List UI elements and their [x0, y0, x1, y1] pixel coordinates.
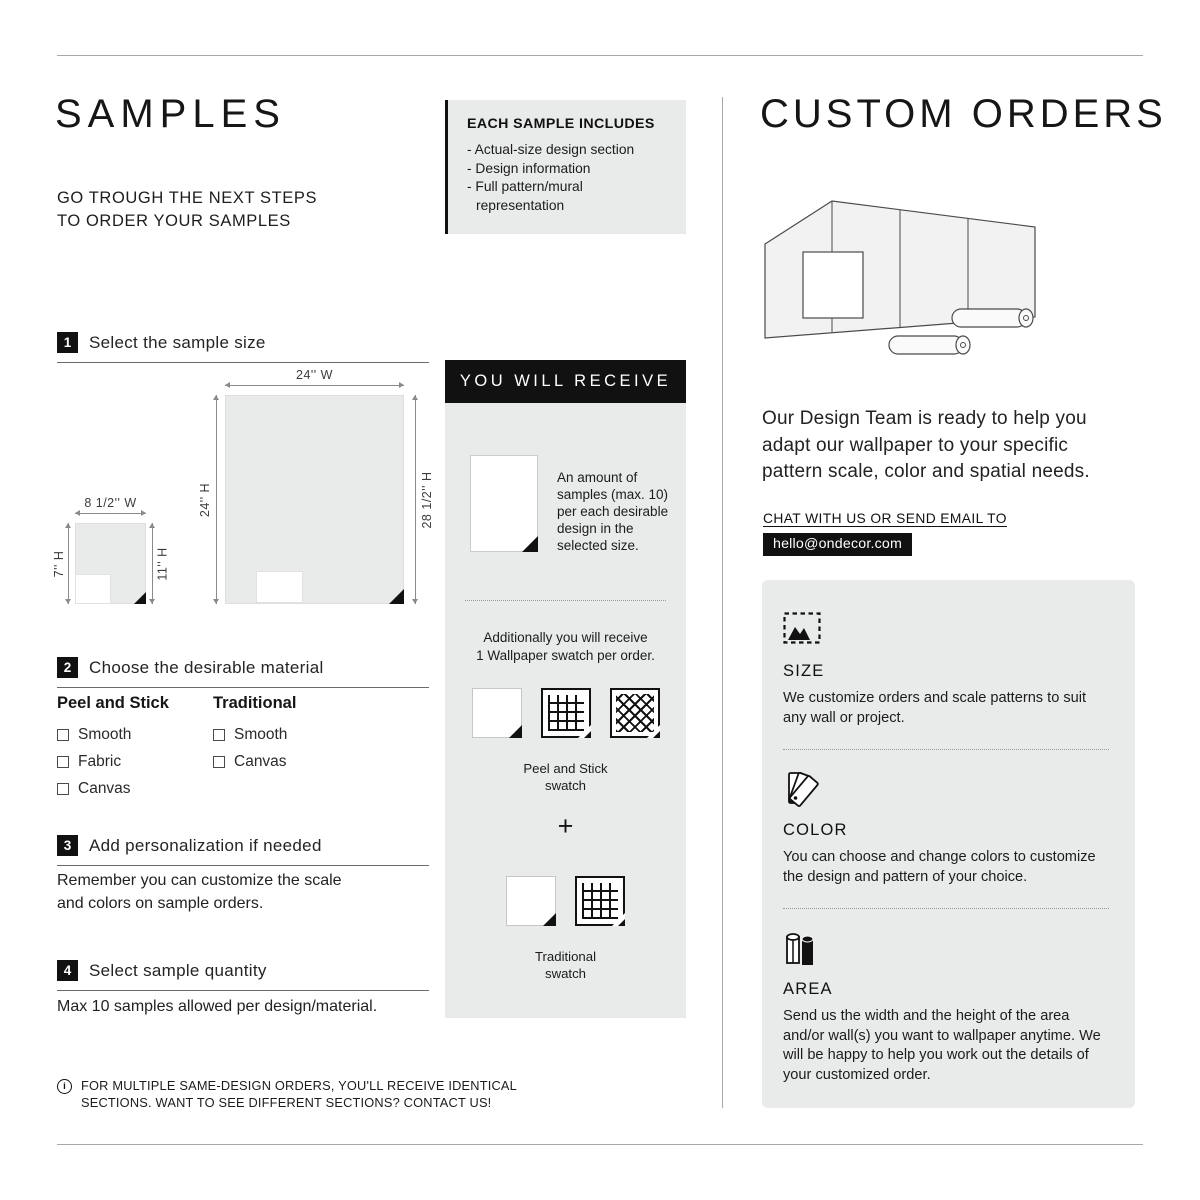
dimension-arrow-line [415, 395, 416, 604]
samples-title: SAMPLES [55, 92, 286, 136]
material-column-title: Peel and Stick [57, 694, 169, 712]
material-option-label: Smooth [234, 726, 288, 743]
includes-item: - Design information [467, 160, 591, 176]
step-2-header [57, 657, 429, 688]
step-2-label: Choose the desirable material [89, 657, 324, 677]
checkbox-trad-smooth[interactable] [213, 729, 225, 741]
peel-swatch-caption-line-1: Peel and Stick [523, 761, 608, 776]
material-option-label: Smooth [78, 726, 132, 743]
small-sample-height-right-dimension [152, 523, 169, 604]
additional-swatch-text [445, 629, 686, 664]
large-sample-height-left-dimension [198, 395, 217, 604]
plain-swatch-icon [506, 876, 556, 926]
personalization-note-line-1: Remember you can customize the scale [57, 872, 342, 889]
step-1-label: Select the sample size [89, 332, 266, 352]
large-sample-height-left-label: 24'' H [198, 482, 212, 517]
material-column-title: Traditional [213, 694, 297, 712]
footnote-line-1: FOR MULTIPLE SAME-DESIGN ORDERS, YOU'LL RECEIVE IDENTICAL [81, 1078, 517, 1093]
color-swatch-fan-icon [783, 771, 1109, 809]
house-illustration [762, 196, 1042, 383]
personalization-note [57, 870, 342, 915]
feature-text-area: Send us the width and the height of the area and/or wall(s) you want to wallpaper anytime. We will be happy to help you work out the details of your customized order. [783, 1008, 1101, 1083]
large-sample-height-right-dimension [415, 395, 434, 604]
bottom-divider [57, 1144, 1143, 1145]
additional-line-1: Additionally you will receive [483, 630, 648, 645]
material-column-traditional [213, 694, 369, 807]
info-icon [57, 1079, 72, 1094]
corner-fold-icon [543, 913, 556, 926]
large-sample-height-right-label: 28 1/2'' H [420, 470, 434, 529]
checkbox-peel-fabric[interactable] [57, 756, 69, 768]
material-options [57, 694, 369, 807]
material-option-label: Canvas [78, 780, 131, 797]
large-sample-rectangle [225, 395, 404, 604]
small-sample-inner-swatch [75, 574, 111, 604]
dotted-divider [783, 908, 1109, 909]
material-option-peel-smooth [57, 726, 213, 744]
corner-fold-icon [522, 536, 538, 552]
checkbox-peel-canvas[interactable] [57, 783, 69, 795]
checkbox-peel-smooth[interactable] [57, 729, 69, 741]
corner-fold-icon [389, 589, 404, 604]
footnote-text [81, 1078, 517, 1111]
feature-heading-size: SIZE [783, 662, 825, 680]
contact-label: CHAT WITH US OR SEND EMAIL TO [763, 511, 1007, 526]
dotted-divider [783, 749, 1109, 750]
quantity-note: Max 10 samples allowed per design/material. [57, 998, 378, 1015]
traditional-swatch-caption-line-1: Traditional [534, 949, 597, 964]
step-4-number-badge: 4 [57, 960, 78, 981]
small-sample-height-right-label: 11'' H [155, 546, 169, 581]
step-1-number-badge: 1 [57, 332, 78, 353]
corner-fold-icon [653, 731, 660, 738]
small-sample-height-left-label: 7'' H [52, 550, 66, 577]
traditional-swatch-row [445, 876, 686, 926]
corner-fold-icon [618, 919, 625, 926]
dotted-divider [465, 600, 666, 601]
corner-fold-icon [134, 592, 146, 604]
crosshatch-swatch-icon [610, 688, 660, 738]
step-4-label: Select sample quantity [89, 960, 267, 980]
peel-and-stick-swatch-row [445, 688, 686, 738]
feature-heading-color: COLOR [783, 821, 848, 839]
plus-sign: + [557, 811, 574, 841]
step-3-number-badge: 3 [57, 835, 78, 856]
step-2-number-badge: 2 [57, 657, 78, 678]
material-column-peel-and-stick [57, 694, 213, 807]
footnote-line-2: SECTIONS. WANT TO SEE DIFFERENT SECTIONS? CONTACT US! [81, 1094, 492, 1110]
grid-swatch-icon [541, 688, 591, 738]
material-option-trad-canvas [213, 753, 369, 771]
custom-features-panel [762, 580, 1135, 1108]
includes-title: EACH SAMPLE INCLUDES [467, 116, 655, 132]
you-will-receive-panel [445, 403, 686, 1018]
includes-item: - Actual-size design section [467, 142, 635, 157]
large-sample-width-dimension [225, 368, 404, 386]
material-option-trad-smooth [213, 726, 369, 744]
small-sample-width-dimension [75, 496, 146, 514]
grid-swatch-icon [575, 876, 625, 926]
material-option-label: Fabric [78, 753, 122, 770]
traditional-swatch-caption [445, 948, 686, 982]
dimension-arrow-line [225, 385, 404, 386]
large-sample-inner-swatch [256, 571, 303, 603]
dimension-arrow-line [68, 523, 69, 604]
peel-swatch-caption [445, 760, 686, 794]
email-badge[interactable]: hello@ondecor.com [763, 533, 912, 556]
each-sample-includes-box [445, 100, 686, 234]
plain-swatch-icon [472, 688, 522, 738]
small-sample-rectangle [75, 523, 146, 604]
feature-heading-area: AREA [783, 980, 833, 998]
info-icon-glyph: i [63, 1081, 66, 1092]
dimension-arrow-line [152, 523, 153, 604]
receive-samples-text: An amount of samples (max. 10) per each desirable design in the selected size. [557, 470, 669, 553]
step-1-header [57, 332, 429, 363]
peel-swatch-caption-line-2: swatch [544, 778, 587, 793]
samples-intro-line-1: GO TROUGH THE NEXT STEPS [57, 189, 318, 207]
checkbox-trad-canvas[interactable] [213, 756, 225, 768]
step-3-header [57, 835, 429, 866]
small-sample-height-left-dimension [52, 523, 69, 604]
traditional-swatch-caption-line-2: swatch [544, 966, 587, 981]
custom-orders-title: CUSTOM ORDERS [760, 92, 1167, 136]
sample-sheet-icon [470, 455, 538, 552]
large-sample-width-label: 24'' W [296, 368, 333, 382]
samples-intro-line-2: TO ORDER YOUR SAMPLES [57, 212, 291, 230]
material-option-peel-fabric [57, 753, 213, 771]
dimension-arrow-line [216, 395, 217, 604]
custom-orders-intro: Our Design Team is ready to help you adapt our wallpaper to your specific pattern scale, color and spatial needs. [762, 408, 1090, 482]
footnote [57, 1078, 557, 1111]
small-sample-width-label: 8 1/2'' W [84, 496, 137, 510]
dimension-arrow-line [75, 513, 146, 514]
sample-size-diagram [52, 368, 434, 618]
wallpaper-rolls-icon [783, 930, 1109, 968]
step-3-label: Add personalization if needed [89, 835, 322, 855]
step-4-header [57, 960, 429, 991]
corner-fold-icon [584, 731, 591, 738]
corner-fold-icon [509, 725, 522, 738]
feature-text-size: We customize orders and scale patterns to suit any wall or project. [783, 690, 1087, 726]
vertical-divider [722, 97, 723, 1108]
image-icon [783, 612, 1109, 650]
includes-item: - Full pattern/mural representation [467, 179, 583, 213]
additional-line-2: 1 Wallpaper swatch per order. [476, 647, 655, 663]
feature-text-color: You can choose and change colors to customize the design and pattern of your choice. [783, 849, 1096, 885]
samples-intro [57, 187, 317, 233]
material-option-peel-canvas [57, 780, 213, 798]
material-option-label: Canvas [234, 753, 287, 770]
personalization-note-line-2: and colors on sample orders. [57, 894, 264, 912]
top-divider [57, 55, 1143, 56]
you-will-receive-header: YOU WILL RECEIVE [445, 360, 686, 403]
